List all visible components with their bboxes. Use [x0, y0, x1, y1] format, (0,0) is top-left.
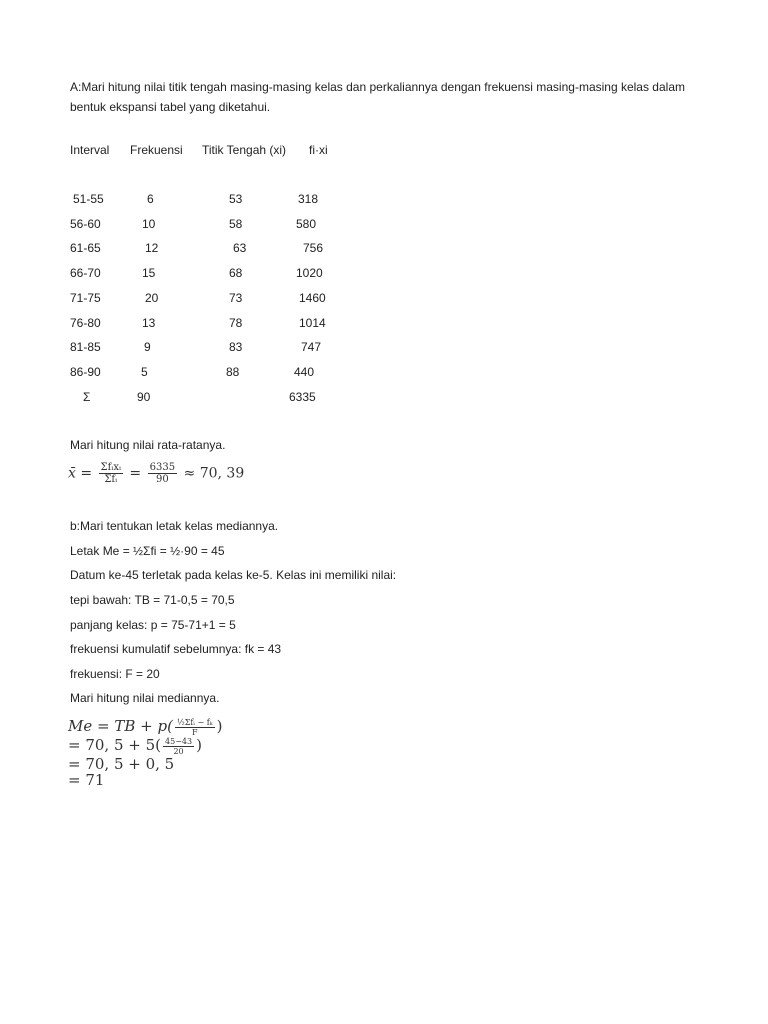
cell-frekuensi: 20 — [145, 291, 159, 305]
cell-frekuensi: 12 — [145, 241, 159, 255]
mean-formula — [68, 462, 244, 485]
cell-titik-tengah: 88 — [226, 365, 240, 379]
cell-frekuensi: 13 — [142, 316, 156, 330]
median-formula-line-1 — [68, 717, 222, 737]
formula-text: ) — [196, 736, 202, 754]
formula-text: Me = TB + p( — [68, 717, 173, 735]
median-class-note: Datum ke-45 terletak pada kelas ke-5. Kelas ini memiliki nilai: — [70, 568, 397, 582]
lower-boundary: tepi bawah: TB = 71-0,5 = 70,5 — [70, 593, 235, 607]
fraction-numerator: 6335 — [149, 462, 176, 473]
median-formula-line-4: = 71 — [68, 771, 105, 789]
cell-interval: 76-80 — [70, 316, 101, 330]
fraction-numerator: ½Σfᵢ − fₖ — [176, 717, 213, 727]
header-fixi: fi·xi — [309, 143, 328, 157]
cell-interval: 86-90 — [70, 365, 101, 379]
mean-fraction-sum — [99, 462, 123, 485]
total-frekuensi: 90 — [137, 390, 151, 404]
median-fraction — [175, 718, 215, 737]
cell-interval: 71-75 — [70, 291, 101, 305]
median-heading: Mari hitung nilai mediannya. — [70, 691, 220, 705]
fraction-numerator: Σfᵢxᵢ — [100, 462, 121, 473]
cell-titik-tengah: 78 — [229, 316, 243, 330]
formula-text: = 70, 5 + 5( — [68, 736, 162, 754]
median-fraction — [163, 737, 194, 756]
cell-fixi: 1460 — [299, 291, 326, 305]
cell-interval: 61-65 — [70, 241, 101, 255]
mean-fraction-values — [148, 462, 177, 485]
cell-fixi: 318 — [298, 192, 319, 206]
fraction-numerator: 45−43 — [165, 736, 193, 746]
median-formula-line-3: = 70, 5 + 0, 5 — [68, 755, 175, 773]
part-a-intro: A:Mari hitung nilai titik tengah masing-masing kelas dan perkaliannya dengan frekuensi masing-masing kelas dalam bentuk ekspansi tabel yang diketahui. — [70, 80, 685, 114]
mean-heading: Mari hitung nilai rata-ratanya. — [70, 438, 226, 452]
cell-frekuensi: 9 — [144, 340, 151, 354]
mean-lhs: x̄ = — [68, 465, 93, 482]
fraction-denominator: 20 — [173, 746, 184, 756]
fraction-denominator: Σfᵢ — [104, 474, 118, 485]
cell-frekuensi: 15 — [142, 266, 156, 280]
cell-fixi: 440 — [294, 365, 315, 379]
total-symbol: Σ — [83, 390, 91, 404]
equals-sign: = — [129, 465, 142, 482]
cell-frekuensi: 5 — [141, 365, 148, 379]
cell-titik-tengah: 83 — [229, 340, 243, 354]
header-frekuensi: Frekuensi — [130, 143, 183, 157]
class-length: panjang kelas: p = 75-71+1 = 5 — [70, 618, 236, 632]
cell-frekuensi: 6 — [147, 192, 154, 206]
cell-fixi: 747 — [301, 340, 322, 354]
cell-titik-tengah: 68 — [229, 266, 243, 280]
cell-fixi: 1020 — [296, 266, 323, 280]
cell-interval: 51-55 — [73, 192, 104, 206]
cell-fixi: 580 — [296, 217, 317, 231]
cell-titik-tengah: 58 — [229, 217, 243, 231]
formula-text: ) — [216, 717, 223, 735]
median-position: Letak Me = ½Σfi = ½·90 = 45 — [70, 544, 225, 558]
cell-interval: 81-85 — [70, 340, 101, 354]
cumulative-frequency: frekuensi kumulatif sebelumnya: fk = 43 — [70, 642, 282, 656]
fraction-denominator: F — [191, 727, 198, 737]
cell-fixi: 1014 — [299, 316, 326, 330]
fraction-denominator: 90 — [155, 474, 169, 485]
header-interval: Interval — [70, 143, 110, 157]
total-fixi: 6335 — [289, 390, 316, 404]
mean-result: ≈ 70, 39 — [183, 465, 245, 482]
class-frequency: frekuensi: F = 20 — [70, 667, 160, 681]
cell-titik-tengah: 73 — [229, 291, 243, 305]
cell-titik-tengah: 63 — [233, 241, 247, 255]
cell-titik-tengah: 53 — [229, 192, 243, 206]
part-b-heading: b:Mari tentukan letak kelas mediannya. — [70, 519, 279, 533]
cell-interval: 56-60 — [70, 217, 101, 231]
median-formula-line-2 — [68, 736, 202, 756]
cell-frekuensi: 10 — [142, 217, 156, 231]
cell-interval: 66-70 — [70, 266, 101, 280]
cell-fixi: 756 — [303, 241, 324, 255]
header-titik-tengah: Titik Tengah (xi) — [202, 143, 287, 157]
